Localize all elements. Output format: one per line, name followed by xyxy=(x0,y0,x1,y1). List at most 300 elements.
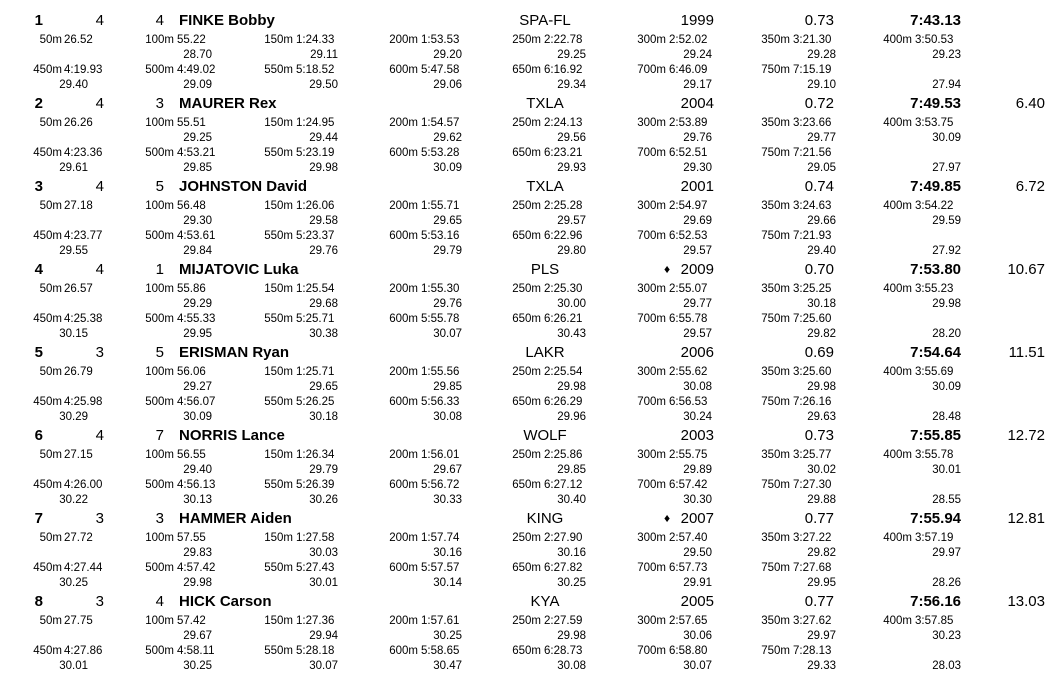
lap-time: 30.08 xyxy=(557,660,586,672)
lap-time: 30.22 xyxy=(59,494,88,506)
split-time: 26.79 xyxy=(64,366,93,378)
athlete-name: NORRIS Lance xyxy=(179,427,285,444)
split-distance: 550m xyxy=(264,562,293,574)
split-time: 5:58.65 xyxy=(421,645,460,657)
lap-time: 29.84 xyxy=(183,245,212,257)
split-time: 2:54.97 xyxy=(669,200,708,212)
split-distance: 200m xyxy=(389,449,418,461)
split-time: 1:24.95 xyxy=(296,117,335,129)
place: 8 xyxy=(34,593,43,610)
lap-time: 29.67 xyxy=(183,630,212,642)
split-time: 1:55.56 xyxy=(421,366,460,378)
lane: 3 xyxy=(155,510,164,527)
lap-time: 29.10 xyxy=(807,79,836,91)
split-time: 3:50.53 xyxy=(915,34,954,46)
lane: 4 xyxy=(155,12,164,29)
split-time: 3:21.30 xyxy=(793,34,832,46)
split-time: 5:56.72 xyxy=(421,479,460,491)
lane: 5 xyxy=(155,178,164,195)
place: 3 xyxy=(34,178,43,195)
split-distance: 500m xyxy=(145,396,174,408)
split-distance: 50m xyxy=(39,34,62,46)
split-distance: 100m xyxy=(145,283,174,295)
split-distance: 300m xyxy=(637,366,666,378)
lap-time: 29.63 xyxy=(807,411,836,423)
split-time: 6:57.42 xyxy=(669,479,708,491)
final-time: 7:43.13 xyxy=(910,12,961,29)
split-time: 1:26.06 xyxy=(296,200,335,212)
lap-time: 30.03 xyxy=(309,547,338,559)
lap-time: 29.56 xyxy=(557,132,586,144)
lane: 7 xyxy=(155,427,164,444)
split-time: 3:54.22 xyxy=(915,200,954,212)
final-time: 7:49.53 xyxy=(910,95,961,112)
split-time: 3:27.62 xyxy=(793,615,832,627)
split-distance: 500m xyxy=(145,230,174,242)
time-behind: 6.72 xyxy=(1015,178,1045,195)
lap-time: 29.97 xyxy=(932,547,961,559)
lap-time: 29.20 xyxy=(433,49,462,61)
lap-time: 30.00 xyxy=(557,298,586,310)
split-time: 1:26.34 xyxy=(296,449,335,461)
birth-year: 2003 xyxy=(680,427,714,444)
split-time: 4:23.77 xyxy=(64,230,103,242)
split-time: 2:25.86 xyxy=(544,449,583,461)
lap-time: 29.82 xyxy=(807,547,836,559)
athlete-name: MAURER Rex xyxy=(179,95,277,112)
result-entry xyxy=(0,259,1060,342)
split-time: 4:58.11 xyxy=(177,645,215,657)
result-entry xyxy=(0,425,1060,508)
birth-year: 2009 xyxy=(680,261,714,278)
split-distance: 450m xyxy=(33,147,62,159)
lap-time: 30.40 xyxy=(557,494,586,506)
lap-time: 30.07 xyxy=(683,660,712,672)
lap-time: 29.05 xyxy=(807,162,836,174)
result-entry xyxy=(0,93,1060,176)
split-time: 5:26.39 xyxy=(296,479,335,491)
split-distance: 250m xyxy=(512,283,541,295)
lap-time: 27.94 xyxy=(932,79,961,91)
lap-time: 29.88 xyxy=(807,494,836,506)
split-time: 26.26 xyxy=(64,117,93,129)
split-time: 6:57.73 xyxy=(669,562,708,574)
time-behind: 6.40 xyxy=(1015,95,1045,112)
split-time: 4:25.38 xyxy=(64,313,103,325)
lap-time: 30.25 xyxy=(557,577,586,589)
split-distance: 200m xyxy=(389,366,418,378)
lap-time: 29.28 xyxy=(807,49,836,61)
split-time: 6:46.09 xyxy=(669,64,708,76)
birth-year: 2001 xyxy=(680,178,714,195)
lap-time: 29.98 xyxy=(309,162,338,174)
team-code: KYA xyxy=(530,593,560,610)
place: 5 xyxy=(34,344,43,361)
lap-time: 29.67 xyxy=(433,464,462,476)
split-distance: 500m xyxy=(145,147,174,159)
lap-time: 29.98 xyxy=(932,298,961,310)
birth-year: 1999 xyxy=(680,12,714,29)
lap-time: 29.24 xyxy=(683,49,712,61)
split-time: 6:28.73 xyxy=(544,645,583,657)
split-distance: 750m xyxy=(761,313,790,325)
lap-time: 29.23 xyxy=(932,49,961,61)
athlete-name: FINKE Bobby xyxy=(179,12,275,29)
lap-time: 29.30 xyxy=(183,215,212,227)
split-time: 27.72 xyxy=(64,532,93,544)
split-time: 2:52.02 xyxy=(669,34,708,46)
lap-time: 29.82 xyxy=(807,328,836,340)
split-time: 2:55.62 xyxy=(669,366,708,378)
lap-time: 30.01 xyxy=(932,464,961,476)
lap-time: 29.77 xyxy=(807,132,836,144)
lap-time: 30.01 xyxy=(59,660,88,672)
split-distance: 300m xyxy=(637,117,666,129)
split-distance: 750m xyxy=(761,147,790,159)
lane: 4 xyxy=(155,593,164,610)
lap-time: 30.25 xyxy=(433,630,462,642)
lap-time: 29.98 xyxy=(557,630,586,642)
lap-time: 30.43 xyxy=(557,328,586,340)
split-distance: 50m xyxy=(39,200,62,212)
split-distance: 50m xyxy=(39,366,62,378)
split-distance: 500m xyxy=(145,645,174,657)
split-time: 5:56.33 xyxy=(421,396,460,408)
split-distance: 600m xyxy=(389,645,418,657)
split-time: 1:56.01 xyxy=(421,449,460,461)
place: 6 xyxy=(34,427,43,444)
heat: 3 xyxy=(95,344,104,361)
split-distance: 350m xyxy=(761,615,790,627)
split-distance: 750m xyxy=(761,479,790,491)
lap-time: 29.62 xyxy=(433,132,462,144)
split-time: 4:19.93 xyxy=(64,64,103,76)
split-distance: 350m xyxy=(761,200,790,212)
split-time: 3:25.77 xyxy=(793,449,832,461)
split-time: 1:25.54 xyxy=(296,283,335,295)
lap-time: 29.85 xyxy=(183,162,212,174)
result-entry xyxy=(0,591,1060,674)
split-distance: 400m xyxy=(883,532,912,544)
split-distance: 700m xyxy=(637,64,666,76)
split-distance: 600m xyxy=(389,313,418,325)
split-distance: 100m xyxy=(145,532,174,544)
birth-year: 2005 xyxy=(680,593,714,610)
split-time: 3:25.25 xyxy=(793,283,832,295)
lap-time: 29.77 xyxy=(683,298,712,310)
split-time: 5:28.18 xyxy=(296,645,335,657)
split-time: 7:15.19 xyxy=(793,64,832,76)
split-time: 26.52 xyxy=(64,34,93,46)
final-time: 7:54.64 xyxy=(910,344,961,361)
time-behind: 12.72 xyxy=(1007,427,1045,444)
split-distance: 100m xyxy=(145,200,174,212)
lap-time: 30.30 xyxy=(683,494,712,506)
lane: 5 xyxy=(155,344,164,361)
split-time: 1:24.33 xyxy=(296,34,335,46)
team-code: PLS xyxy=(530,261,560,278)
lap-time: 30.25 xyxy=(59,577,88,589)
split-time: 5:18.52 xyxy=(296,64,335,76)
split-time: 6:56.53 xyxy=(669,396,708,408)
split-distance: 100m xyxy=(145,117,174,129)
split-time: 5:47.58 xyxy=(421,64,460,76)
split-distance: 250m xyxy=(512,200,541,212)
lap-time: 29.50 xyxy=(309,79,338,91)
split-time: 6:52.53 xyxy=(669,230,708,242)
split-time: 5:23.37 xyxy=(296,230,335,242)
split-distance: 450m xyxy=(33,645,62,657)
split-distance: 700m xyxy=(637,562,666,574)
lap-time: 29.85 xyxy=(557,464,586,476)
lap-time: 29.97 xyxy=(807,630,836,642)
split-distance: 350m xyxy=(761,34,790,46)
split-time: 55.51 xyxy=(177,117,206,129)
lap-time: 30.26 xyxy=(309,494,338,506)
lap-time: 29.27 xyxy=(183,381,212,393)
lap-time: 30.33 xyxy=(433,494,462,506)
split-time: 7:25.60 xyxy=(793,313,832,325)
split-distance: 650m xyxy=(512,230,541,242)
split-distance: 150m xyxy=(264,615,293,627)
lap-time: 29.65 xyxy=(309,381,338,393)
heat: 4 xyxy=(95,261,104,278)
split-time: 3:24.63 xyxy=(793,200,832,212)
lap-time: 29.33 xyxy=(807,660,836,672)
split-distance: 550m xyxy=(264,230,293,242)
lap-time: 29.50 xyxy=(683,547,712,559)
split-distance: 300m xyxy=(637,283,666,295)
athlete-name: HICK Carson xyxy=(179,593,272,610)
lap-time: 29.79 xyxy=(433,245,462,257)
split-distance: 250m xyxy=(512,615,541,627)
time-behind: 13.03 xyxy=(1007,593,1045,610)
split-time: 7:21.56 xyxy=(793,147,832,159)
split-distance: 600m xyxy=(389,147,418,159)
split-time: 6:55.78 xyxy=(669,313,708,325)
reaction-time: 0.74 xyxy=(804,178,834,195)
split-time: 1:27.58 xyxy=(296,532,335,544)
lane: 1 xyxy=(155,261,164,278)
lap-time: 29.76 xyxy=(309,245,338,257)
birth-year: 2006 xyxy=(680,344,714,361)
lap-time: 29.44 xyxy=(309,132,338,144)
split-distance: 600m xyxy=(389,562,418,574)
split-time: 2:55.07 xyxy=(669,283,708,295)
split-distance: 300m xyxy=(637,532,666,544)
split-time: 2:24.13 xyxy=(544,117,583,129)
place: 1 xyxy=(34,12,43,29)
lap-time: 29.40 xyxy=(59,79,88,91)
split-distance: 150m xyxy=(264,283,293,295)
lap-time: 29.96 xyxy=(557,411,586,423)
split-time: 56.55 xyxy=(177,449,206,461)
lap-time: 29.34 xyxy=(557,79,586,91)
lap-time: 29.55 xyxy=(59,245,88,257)
split-time: 1:25.71 xyxy=(296,366,335,378)
lap-time: 29.79 xyxy=(309,464,338,476)
lap-time: 29.25 xyxy=(557,49,586,61)
split-distance: 200m xyxy=(389,34,418,46)
split-distance: 350m xyxy=(761,283,790,295)
split-time: 6:16.92 xyxy=(544,64,583,76)
split-distance: 450m xyxy=(33,230,62,242)
athlete-name: ERISMAN Ryan xyxy=(179,344,290,361)
athlete-name: MIJATOVIC Luka xyxy=(179,261,299,278)
split-time: 27.15 xyxy=(64,449,93,461)
heat: 4 xyxy=(95,12,104,29)
lap-time: 29.40 xyxy=(183,464,212,476)
split-time: 3:53.75 xyxy=(915,117,954,129)
split-time: 7:26.16 xyxy=(793,396,832,408)
split-time: 2:25.30 xyxy=(544,283,583,295)
split-distance: 50m xyxy=(39,532,62,544)
lap-time: 30.07 xyxy=(309,660,338,672)
split-time: 3:57.85 xyxy=(915,615,954,627)
split-time: 4:55.33 xyxy=(177,313,216,325)
split-time: 3:55.23 xyxy=(915,283,954,295)
split-time: 3:55.78 xyxy=(915,449,954,461)
split-distance: 600m xyxy=(389,396,418,408)
split-time: 2:55.75 xyxy=(669,449,708,461)
lap-time: 29.40 xyxy=(807,245,836,257)
team-code: SPA-FL xyxy=(519,12,571,29)
lap-time: 29.93 xyxy=(557,162,586,174)
final-time: 7:56.16 xyxy=(910,593,961,610)
heat: 4 xyxy=(95,427,104,444)
lap-time: 30.38 xyxy=(309,328,338,340)
split-distance: 150m xyxy=(264,117,293,129)
split-time: 5:55.78 xyxy=(421,313,460,325)
lap-time: 30.07 xyxy=(433,328,462,340)
split-time: 7:27.30 xyxy=(793,479,832,491)
split-distance: 400m xyxy=(883,117,912,129)
lap-time: 30.15 xyxy=(59,328,88,340)
lap-time: 29.69 xyxy=(683,215,712,227)
heat: 4 xyxy=(95,178,104,195)
split-time: 6:52.51 xyxy=(669,147,708,159)
split-time: 2:22.78 xyxy=(544,34,583,46)
lap-time: 29.65 xyxy=(433,215,462,227)
reaction-time: 0.73 xyxy=(804,427,834,444)
split-time: 1:54.57 xyxy=(421,117,460,129)
split-distance: 250m xyxy=(512,366,541,378)
lap-time: 29.98 xyxy=(807,381,836,393)
split-distance: 50m xyxy=(39,449,62,461)
split-distance: 300m xyxy=(637,200,666,212)
split-distance: 500m xyxy=(145,479,174,491)
rookie-marker: ♦ xyxy=(664,262,671,276)
split-time: 4:53.61 xyxy=(177,230,216,242)
lap-time: 28.20 xyxy=(932,328,961,340)
split-distance: 50m xyxy=(39,117,62,129)
split-distance: 400m xyxy=(883,615,912,627)
split-time: 6:27.82 xyxy=(544,562,583,574)
split-time: 4:25.98 xyxy=(64,396,103,408)
split-distance: 400m xyxy=(883,449,912,461)
split-time: 5:57.57 xyxy=(421,562,460,574)
lap-time: 30.25 xyxy=(183,660,212,672)
lap-time: 29.29 xyxy=(183,298,212,310)
split-time: 7:28.13 xyxy=(793,645,832,657)
split-distance: 650m xyxy=(512,396,541,408)
lap-time: 30.02 xyxy=(807,464,836,476)
final-time: 7:53.80 xyxy=(910,261,961,278)
final-time: 7:55.94 xyxy=(910,510,961,527)
split-time: 3:25.60 xyxy=(793,366,832,378)
lap-time: 28.48 xyxy=(932,411,961,423)
reaction-time: 0.73 xyxy=(804,12,834,29)
split-distance: 200m xyxy=(389,532,418,544)
lap-time: 30.09 xyxy=(183,411,212,423)
split-distance: 450m xyxy=(33,479,62,491)
split-distance: 400m xyxy=(883,283,912,295)
split-distance: 450m xyxy=(33,562,62,574)
split-time: 5:53.28 xyxy=(421,147,460,159)
time-behind: 12.81 xyxy=(1007,510,1045,527)
split-time: 7:21.93 xyxy=(793,230,832,242)
split-distance: 150m xyxy=(264,366,293,378)
split-time: 3:27.22 xyxy=(793,532,832,544)
split-distance: 50m xyxy=(39,615,62,627)
split-time: 5:53.16 xyxy=(421,230,460,242)
split-distance: 350m xyxy=(761,532,790,544)
split-time: 4:57.42 xyxy=(177,562,216,574)
lap-time: 29.17 xyxy=(683,79,712,91)
split-distance: 350m xyxy=(761,449,790,461)
split-time: 2:25.28 xyxy=(544,200,583,212)
lap-time: 30.16 xyxy=(433,547,462,559)
lap-time: 30.09 xyxy=(932,381,961,393)
split-distance: 100m xyxy=(145,615,174,627)
split-time: 55.86 xyxy=(177,283,206,295)
split-time: 4:49.02 xyxy=(177,64,216,76)
reaction-time: 0.77 xyxy=(804,510,834,527)
split-time: 6:26.21 xyxy=(544,313,583,325)
split-distance: 450m xyxy=(33,64,62,76)
lap-time: 29.25 xyxy=(183,132,212,144)
lap-time: 27.97 xyxy=(932,162,961,174)
heat: 3 xyxy=(95,593,104,610)
place: 4 xyxy=(34,261,43,278)
split-distance: 100m xyxy=(145,34,174,46)
lap-time: 30.29 xyxy=(59,411,88,423)
split-distance: 700m xyxy=(637,645,666,657)
reaction-time: 0.72 xyxy=(804,95,834,112)
lane: 3 xyxy=(155,95,164,112)
split-distance: 550m xyxy=(264,645,293,657)
team-code: LAKR xyxy=(525,344,565,361)
split-distance: 350m xyxy=(761,366,790,378)
split-distance: 700m xyxy=(637,230,666,242)
team-code: KING xyxy=(526,510,564,527)
reaction-time: 0.70 xyxy=(804,261,834,278)
split-time: 3:55.69 xyxy=(915,366,954,378)
split-distance: 750m xyxy=(761,562,790,574)
lap-time: 27.92 xyxy=(932,245,961,257)
lap-time: 29.66 xyxy=(807,215,836,227)
lap-time: 29.68 xyxy=(309,298,338,310)
split-distance: 450m xyxy=(33,396,62,408)
time-behind: 11.51 xyxy=(1008,344,1045,361)
lap-time: 29.95 xyxy=(183,328,212,340)
split-time: 4:53.21 xyxy=(177,147,216,159)
heat: 4 xyxy=(95,95,104,112)
lap-time: 29.06 xyxy=(433,79,462,91)
split-distance: 300m xyxy=(637,34,666,46)
split-time: 6:58.80 xyxy=(669,645,708,657)
split-time: 4:56.07 xyxy=(177,396,216,408)
